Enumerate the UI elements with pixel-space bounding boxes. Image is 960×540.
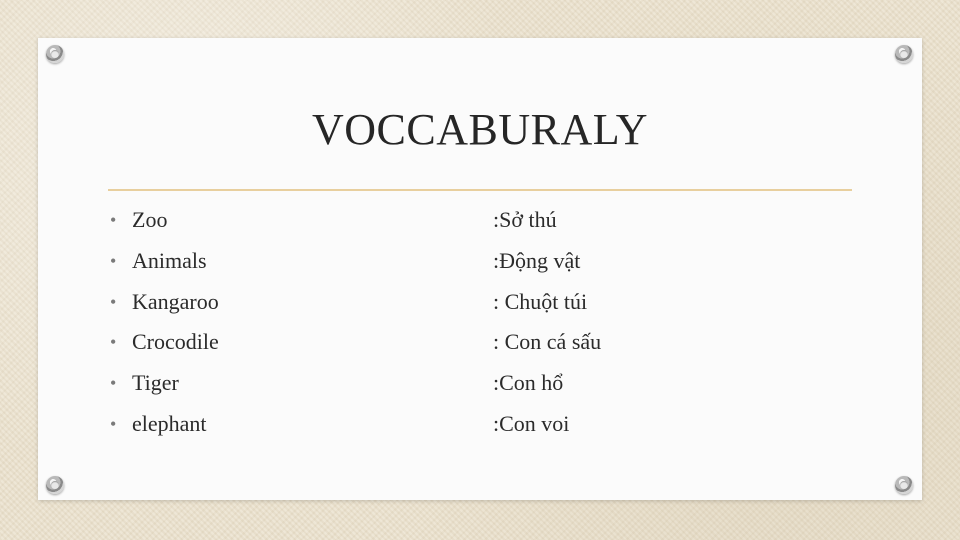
vocab-term: Zoo: [132, 207, 168, 232]
vocabulary-list: [110, 202, 810, 447]
bullet-icon: •: [110, 332, 117, 353]
list-item: [110, 324, 810, 365]
vocab-term: Kangaroo: [132, 288, 219, 314]
vocab-meaning: : Con cá sấu: [493, 329, 602, 355]
pushpin-icon: [46, 476, 64, 494]
bullet-icon: •: [110, 210, 117, 230]
slide-title: VOCCABURALY: [311, 105, 648, 154]
list-item: [110, 243, 810, 284]
list-item: [110, 406, 810, 447]
list-item: [110, 202, 810, 243]
pushpin-icon: [895, 45, 913, 63]
bullet-icon: •: [110, 413, 117, 434]
bullet-icon: •: [110, 291, 117, 312]
vocab-term: elephant: [132, 410, 207, 436]
vocab-meaning: :Sở thú: [493, 207, 557, 232]
vocab-term: Crocodile: [132, 329, 219, 355]
pushpin-icon: [46, 45, 64, 63]
list-item: [110, 284, 810, 325]
bullet-icon: •: [110, 250, 117, 271]
vocab-meaning: :Con voi: [493, 410, 570, 436]
vocab-meaning: :Con hổ: [493, 370, 564, 396]
vocab-meaning: :Động vật: [493, 247, 581, 273]
vocab-term: Tiger: [132, 370, 179, 396]
list-item: [110, 365, 810, 406]
vocab-term: Animals: [132, 247, 207, 273]
vocab-meaning: : Chuột túi: [493, 288, 588, 314]
pushpin-icon: [895, 476, 913, 494]
title-divider: [108, 189, 852, 191]
bullet-icon: •: [110, 373, 117, 394]
